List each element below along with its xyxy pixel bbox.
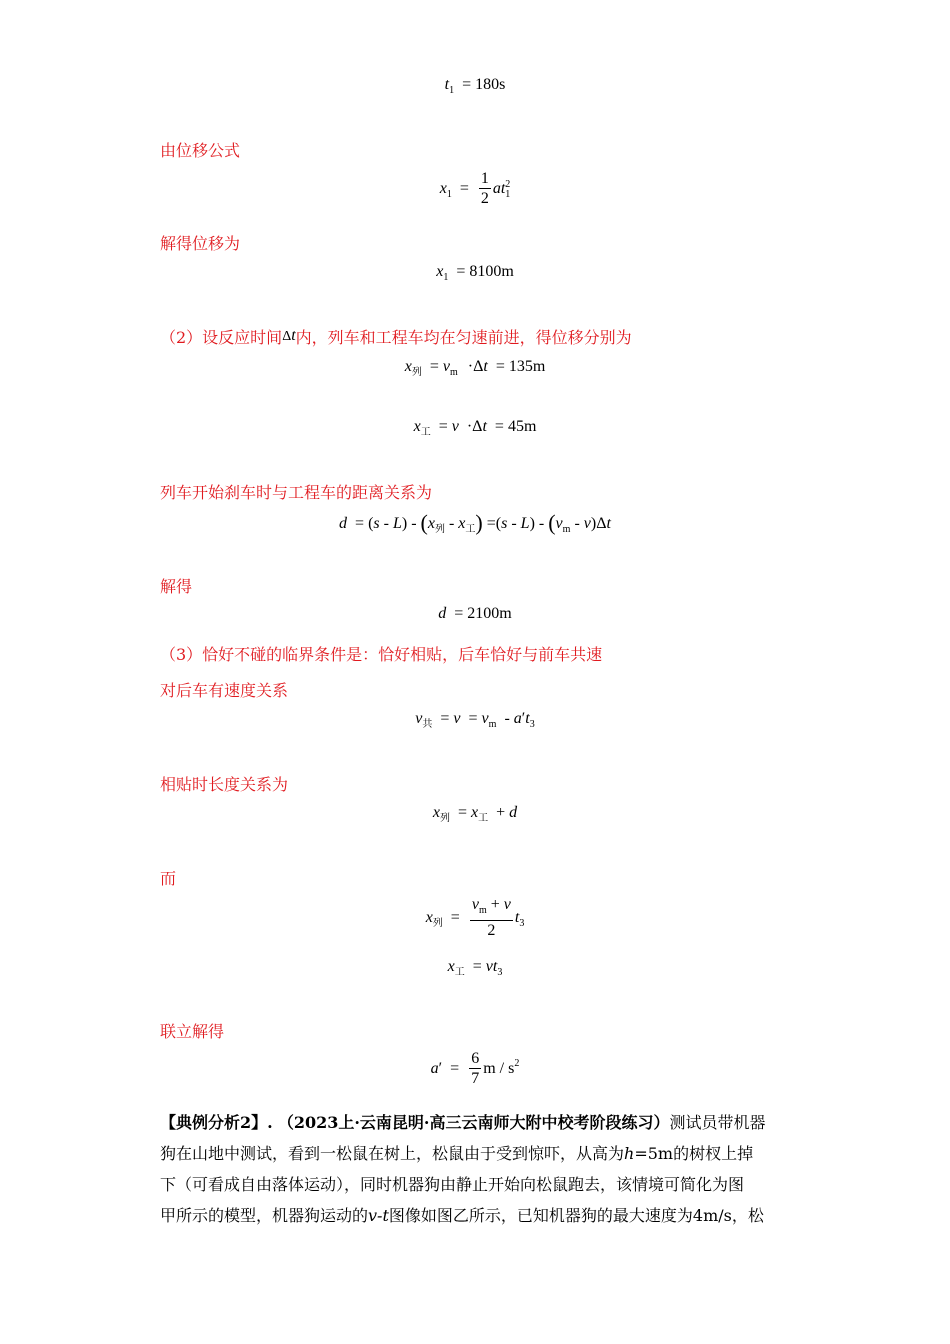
text-length-relation: 相贴时长度关系为 xyxy=(160,775,289,794)
text-solve-displacement: 解得位移为 xyxy=(160,234,241,253)
text-and: 而 xyxy=(160,869,177,888)
equation-x-work-vt: $x_工 = vt_3$ xyxy=(447,958,503,978)
example-line-1: 【典例分析2】. （2023上·云南昆明·高三云南师大附中校考阶段练习）测试员带机器 xyxy=(160,1113,766,1132)
example-label: 【典例分析2】 xyxy=(160,1113,268,1132)
equation-common-velocity: $v_共 = v = v_m - a't_3$ xyxy=(415,710,535,730)
equation-acceleration-result: a′ = $\frac{6}{7}$ m / $s^2$ xyxy=(430,1050,520,1087)
text-velocity-relation: 对后车有速度关系 xyxy=(160,681,289,700)
equation-x1-formula: $x_1$ = $\frac{1}{2}$ at 2 1 xyxy=(439,170,511,207)
fraction-six-sevenths: $\frac{6}{7}$ xyxy=(471,1050,480,1087)
text-displacement-formula: 由位移公式 xyxy=(160,141,241,160)
fraction-half: $\frac{1}{2}$ xyxy=(480,170,489,207)
text-reaction-time: （2）设反应时间Δt内，列车和工程车均在匀速前进，得位移分别为 xyxy=(160,327,632,347)
equation-x-train: $x_列 = v_m \cdot\Delta t = 135m$ xyxy=(404,358,546,378)
equation-x-train-avg: $x_列$ = $\frac{v_m + v}{2}$ $t_3$ xyxy=(425,896,525,939)
equation-x-work-vehicle: $x_工 = v \cdot\Delta t = 45m$ xyxy=(413,418,537,438)
text-distance-relation: 列车开始刹车时与工程车的距离关系为 xyxy=(160,483,433,502)
text-critical-condition: （3）恰好不碰的临界条件是：恰好相贴，后车恰好与前车共速 xyxy=(160,645,603,664)
example-line-4: 甲所示的模型，机器狗运动的v-t图像如图乙所示，已知机器狗的最大速度为4m/s，松 xyxy=(160,1206,764,1225)
example-line-3: 下（可看成自由落体运动），同时机器狗由静止开始向松鼠跑去，该情境可简化为图 xyxy=(160,1175,745,1194)
equation-d-value: d = 2100m xyxy=(438,605,512,622)
equation-x1-value: $x_1 = 8100m$ xyxy=(436,263,514,283)
fraction-avg-velocity: $\frac{v_m + v}{2}$ xyxy=(471,896,511,939)
equation-t1: $t_1 = 180s$ xyxy=(444,76,506,96)
text-solve: 解得 xyxy=(160,577,193,596)
example-line-2: 狗在山地中测试，看到一松鼠在树上，松鼠由于受到惊吓，从高为h=5m的树杈上掉 xyxy=(160,1144,754,1163)
example-paragraph xyxy=(160,1107,792,1231)
example-source: （2023上·云南昆明·高三云南师大附中校考阶段练习） xyxy=(277,1113,670,1132)
equation-length-relation: $x_列 = x_工 + d$ xyxy=(432,804,518,824)
equation-distance-d: $d = (s - L) - (x_列 - x_工) =(s - L) - (v_m - v)\Delta t$ xyxy=(339,510,611,535)
text-combined-solve: 联立解得 xyxy=(160,1022,225,1041)
